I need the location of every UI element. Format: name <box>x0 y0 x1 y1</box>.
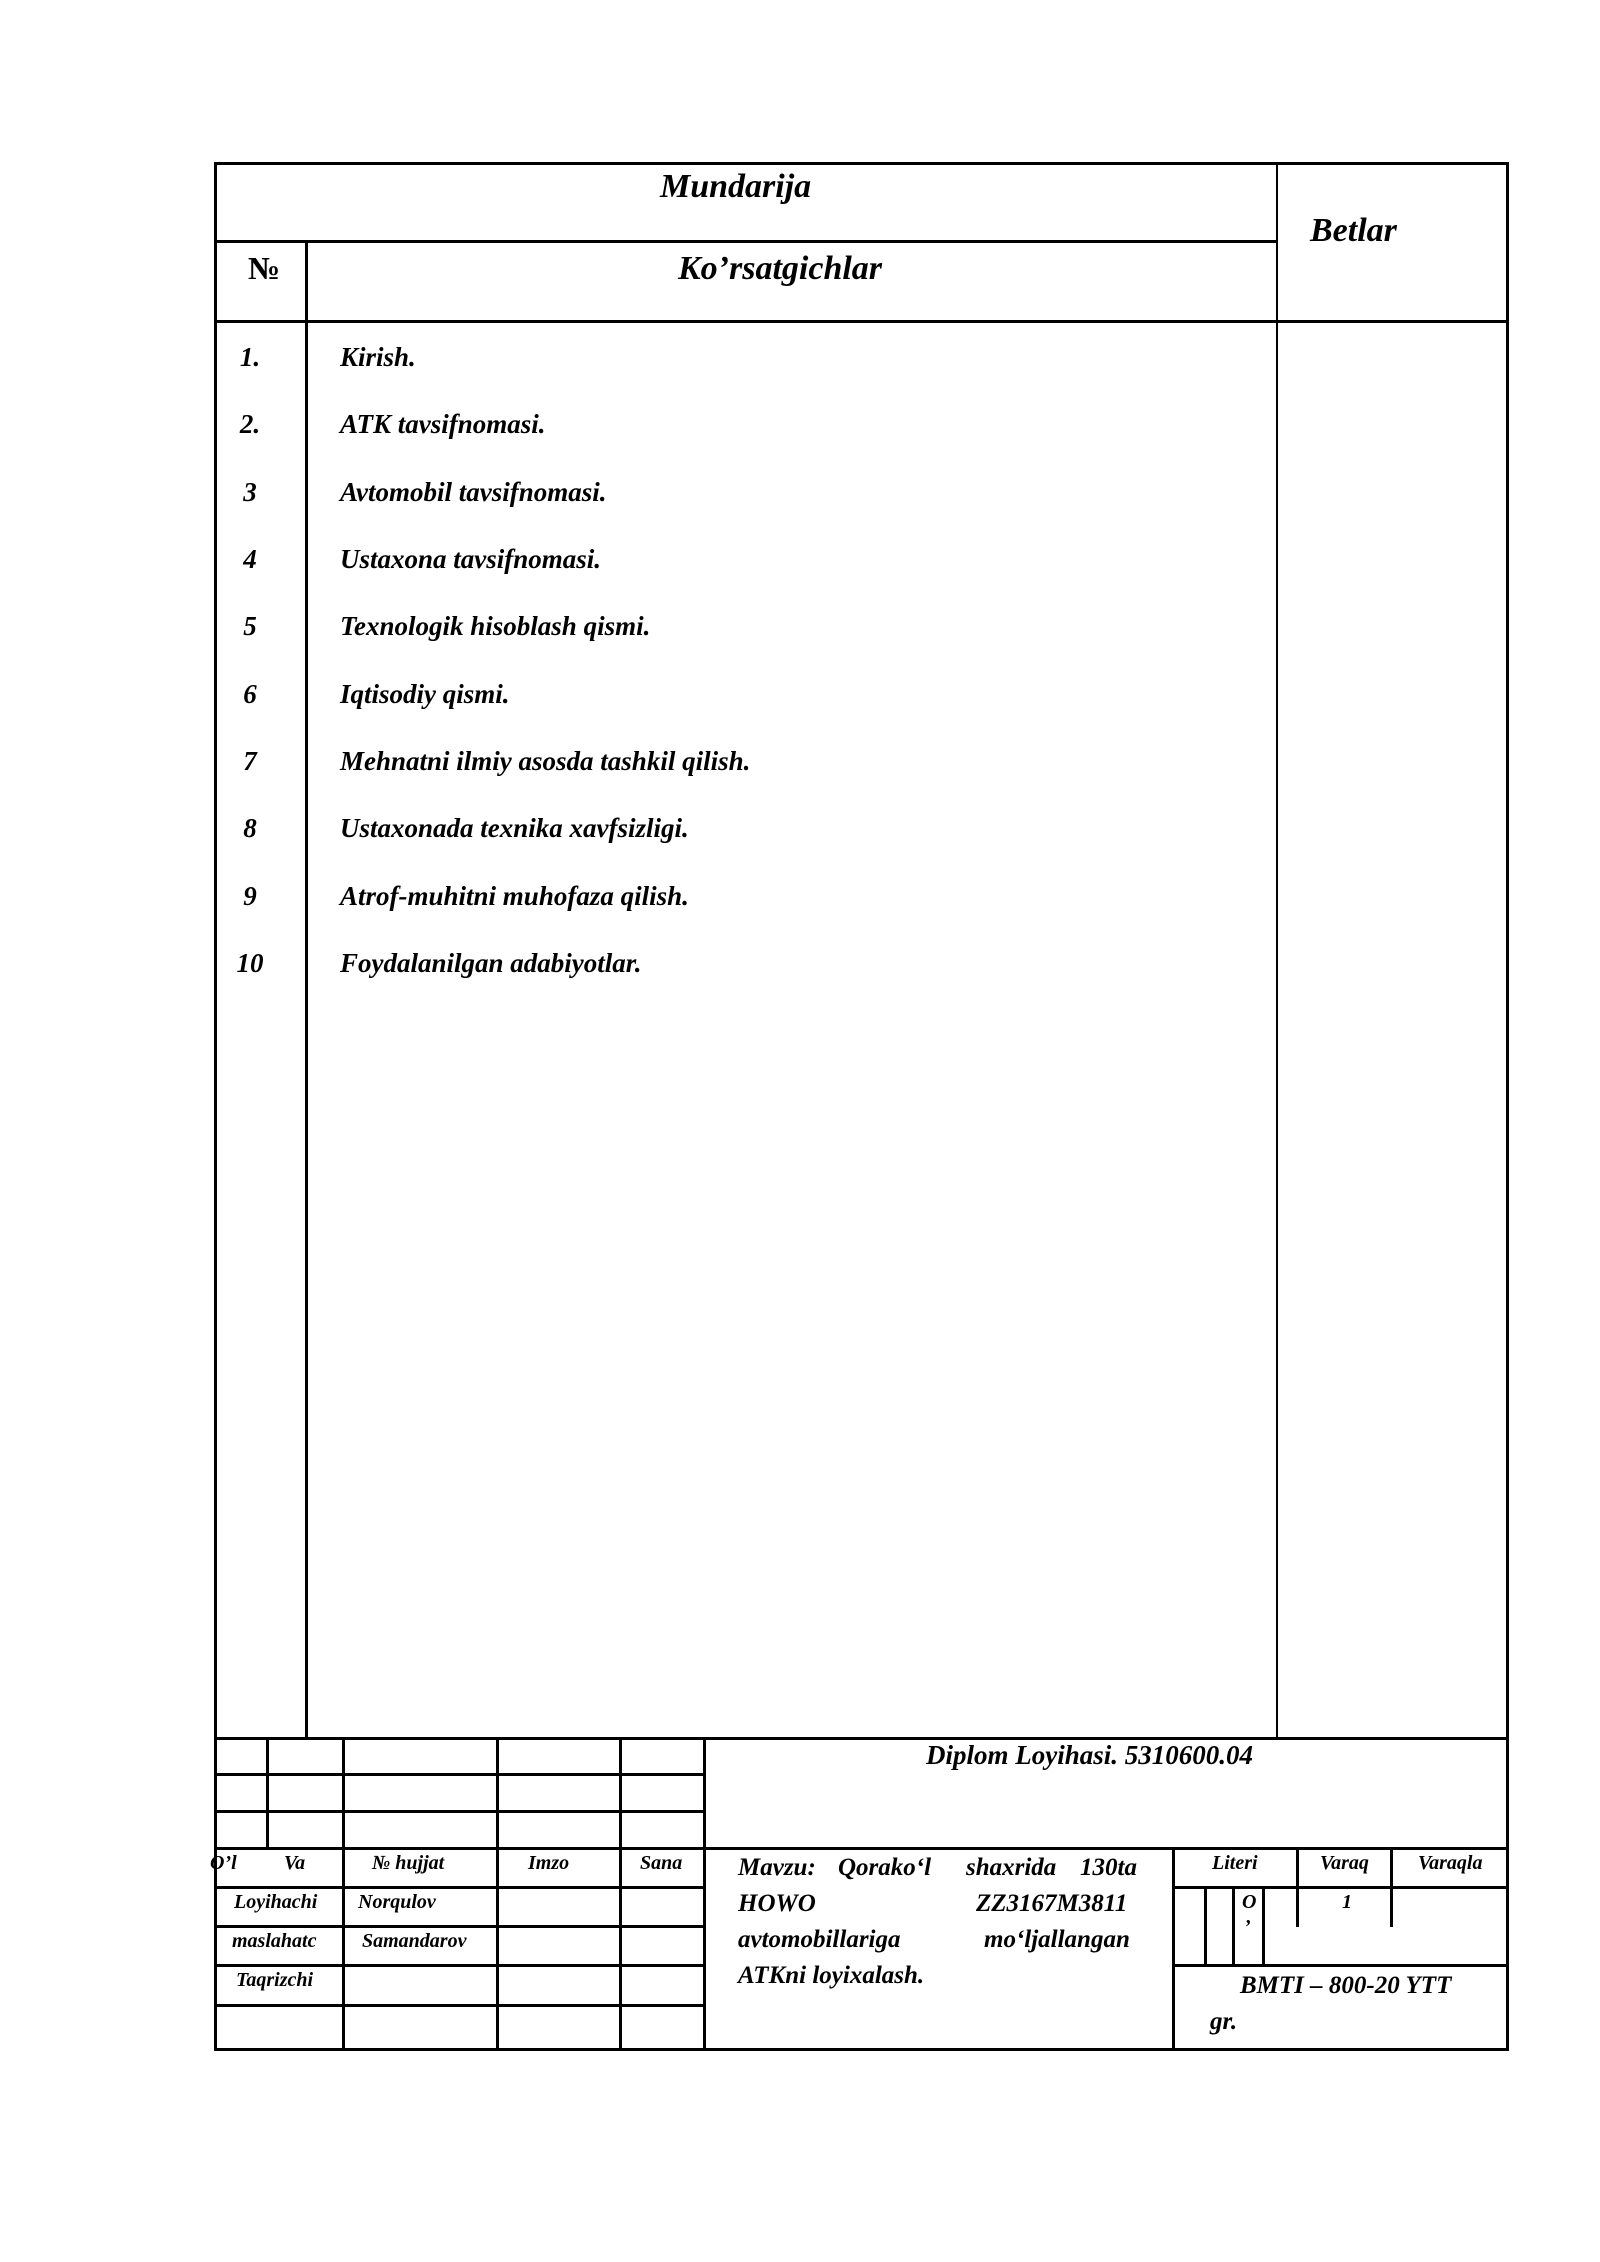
col-header-signature: Imzo <box>528 1852 570 1874</box>
liter-label: Literi <box>1212 1852 1258 1874</box>
col-header-date: Sana <box>640 1852 683 1874</box>
contents-column-title: Ko’rsatgichlar <box>678 250 883 287</box>
document-code: Diplom Loyihasi. 5310600.04 <box>926 1740 1254 1770</box>
consultant-name: Samandarov <box>362 1930 467 1952</box>
col-header-document-number: № hujjat <box>372 1852 445 1874</box>
role-designer: Loyihachi <box>234 1891 318 1913</box>
pages-column-title: Betlar <box>1310 212 1397 249</box>
toc-link[interactable]: Ustaxona tavsifnomasi. <box>340 544 602 574</box>
toc-number: 6 <box>243 679 257 709</box>
col-header-va: Va <box>284 1852 306 1874</box>
toc-link[interactable]: Ustaxonada texnika xavfsizligi. <box>340 813 689 843</box>
sheet-number: 1 <box>1342 1891 1352 1913</box>
toc-number: 4 <box>243 544 257 574</box>
sheet-label: Varaq <box>1320 1852 1369 1874</box>
toc-number: 5 <box>243 611 257 641</box>
toc-link[interactable]: Kirish. <box>340 342 416 372</box>
sheets-total-label: Varaqla <box>1418 1852 1483 1874</box>
toc-number: 10 <box>236 948 264 978</box>
toc-link[interactable]: Mehnatni ilmiy asosda tashkil qilish. <box>340 746 751 776</box>
topic-word: Mavzu: <box>738 1854 816 1881</box>
liter-mark: ’ <box>1244 1916 1251 1938</box>
page-title: Mundarija <box>660 168 812 205</box>
toc-number: 3 <box>243 477 257 507</box>
toc-link[interactable]: Iqtisodiy qismi. <box>340 679 510 709</box>
topic-word: mo‘ljallangan <box>984 1926 1130 1953</box>
toc-link[interactable]: Texnologik hisoblash qismi. <box>340 611 651 641</box>
topic-word: ATKni loyixalash. <box>738 1962 925 1989</box>
toc-link[interactable]: Atrof-muhitni muhofaza qilish. <box>340 881 689 911</box>
toc-link[interactable]: Foydalanilgan adabiyotlar. <box>340 948 642 978</box>
organization-code: BMTI – 800-20 YTT <box>1240 1972 1452 1999</box>
role-consultant: maslahatc <box>232 1930 317 1952</box>
designer-name: Norqulov <box>358 1891 436 1913</box>
toc-number: 2. <box>239 409 261 439</box>
role-reviewer: Taqrizchi <box>236 1969 314 1991</box>
toc-number: 9 <box>243 881 257 911</box>
organization-suffix: gr. <box>1210 2008 1238 2035</box>
topic-word: ZZ3167M3811 <box>976 1890 1128 1917</box>
toc-link[interactable]: Avtomobil tavsifnomasi. <box>340 477 607 507</box>
number-column-title: № <box>248 250 281 286</box>
liter-value: O <box>1242 1891 1257 1913</box>
topic-word: shaxrida <box>966 1854 1057 1881</box>
toc-number: 7 <box>243 746 257 776</box>
topic-word: 130ta <box>1080 1854 1137 1881</box>
col-header-ol: O’l <box>210 1852 237 1874</box>
topic-word: Qorako‘l <box>838 1854 932 1881</box>
toc-link[interactable]: ATK tavsifnomasi. <box>340 409 546 439</box>
toc-number: 1. <box>239 342 261 372</box>
topic-word: avtomobillariga <box>738 1926 901 1953</box>
topic-word: HOWO <box>738 1890 816 1917</box>
toc-number: 8 <box>243 813 257 843</box>
